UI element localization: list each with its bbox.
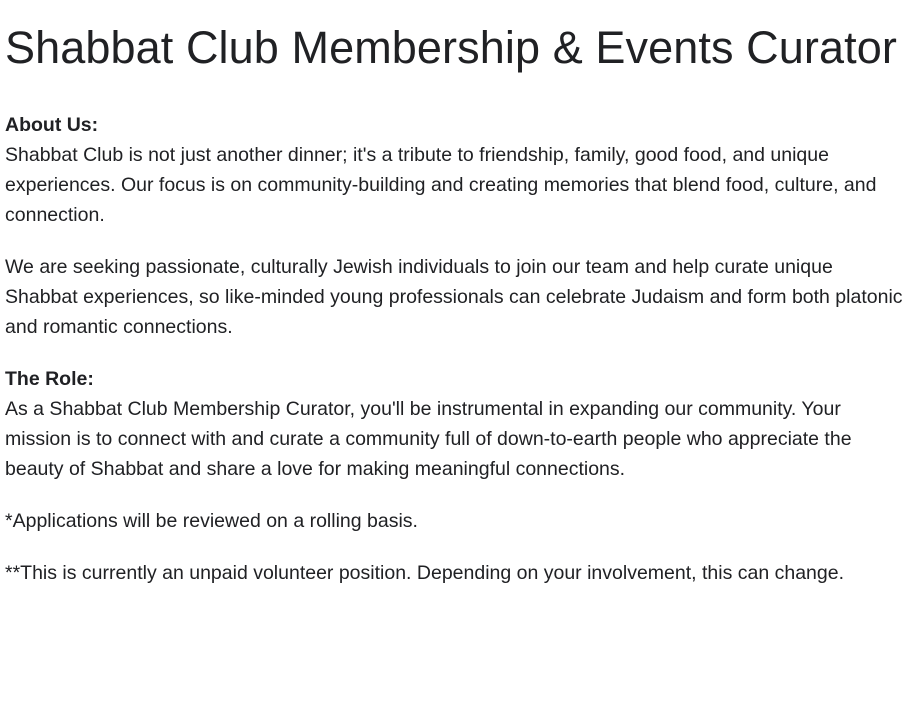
job-description	[5, 16, 905, 588]
about-section	[5, 110, 905, 342]
volunteer-note: **This is currently an unpaid volunteer position. Depending on your involvement, this can change.	[5, 562, 844, 584]
page-title: Shabbat Club Membership & Events Curator	[5, 22, 897, 73]
role-section	[5, 364, 905, 484]
about-heading: About Us:	[5, 114, 99, 136]
about-paragraph-1: Shabbat Club is not just another dinner; it's a tribute to friendship, family, good food, and unique experiences. Our focus is on community-building and creating memories that blend food, culture, and connection.	[5, 144, 877, 226]
about-paragraph-2: We are seeking passionate, culturally Jewish individuals to join our team and help curate unique Shabbat experiences, so like-minded young professionals can celebrate Judaism and form both platonic and romantic connections.	[5, 256, 903, 338]
rolling-basis-note: *Applications will be reviewed on a rolling basis.	[5, 510, 418, 532]
role-heading: The Role:	[5, 368, 94, 390]
role-paragraph: As a Shabbat Club Membership Curator, you'll be instrumental in expanding our community. Your mission is to connect with and curate a community full of down-to-earth people who appreciate the beauty of Shabbat and share a love for making meaningful connections.	[5, 398, 852, 480]
